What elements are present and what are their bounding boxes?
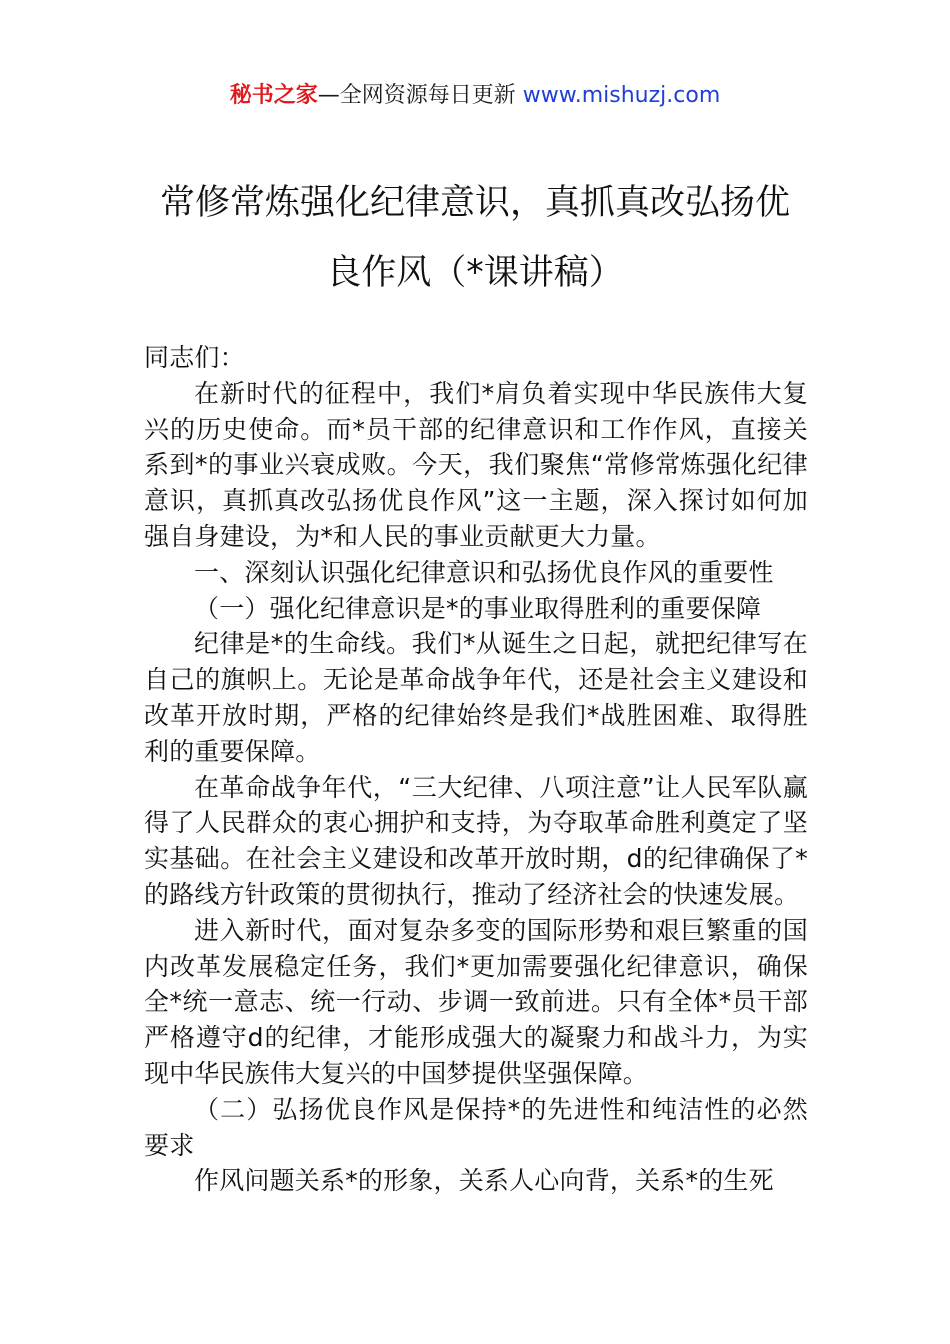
document-body — [144, 340, 808, 1199]
paragraph-intro: 在新时代的征程中，我们*肩负着实现中华民族伟大复兴的历史使命。而*员干部的纪律意识和工作作风，直接关系到*的事业兴衰成败。今天，我们聚焦“常修常炼强化纪律意识，真抓真改弘扬优良作风”这一主题，深入探讨如何加强自身建设，为*和人民的事业贡献更大力量。 — [144, 378, 808, 551]
site-header — [0, 80, 950, 112]
subsection-heading-2: （二）弘扬优良作风是保持*的先进性和纯洁性的必然要求 — [144, 1094, 808, 1160]
paragraph-style: 作风问题关系*的形象，关系人心向背，关系*的生死 — [194, 1166, 774, 1196]
title-line-1: 常修常炼强化纪律意识，真抓真改弘扬优 — [159, 183, 790, 223]
site-tagline: —全网资源每日更新 — [317, 83, 516, 108]
paragraph-new-era: 进入新时代，面对复杂多变的国际形势和艰巨繁重的国内改革发展稳定任务，我们*更加需要强化纪律意识，确保全*统一意志、统一行动、步调一致前进。只有全体*员干部严格遵守d的纪律，才能形成强大的凝聚力和战斗力，为实现中华民族伟大复兴的中国梦提供坚强保障。 — [144, 915, 808, 1088]
site-url-link[interactable]: www.mishuzj.com — [522, 83, 721, 108]
salutation: 同志们： — [144, 343, 245, 372]
section-heading-1: 一、深刻认识强化纪律意识和弘扬优良作风的重要性 — [194, 557, 774, 587]
subsection-heading-1: （一）强化纪律意识是*的事业取得胜利的重要保障 — [194, 593, 762, 623]
document-title — [140, 168, 810, 308]
paragraph-discipline: 纪律是*的生命线。我们*从诞生之日起，就把纪律写在自己的旗帜上。无论是革命战争年代，还是社会主义建设和改革开放时期，严格的纪律始终是我们*战胜困难、取得胜利的重要保障。 — [144, 629, 808, 766]
paragraph-revolution: 在革命战争年代，“三大纪律、八项注意”让人民军队赢得了人民群众的衷心拥护和支持，为夺取革命胜利奠定了坚实基础。在社会主义建设和改革开放时期，d的纪律确保了*的路线方针政策的贯彻执行，推动了经济社会的快速发展。 — [144, 772, 808, 909]
title-line-2: 良作风（*课讲稿） — [326, 253, 624, 293]
site-brand: 秘书之家 — [229, 83, 318, 108]
